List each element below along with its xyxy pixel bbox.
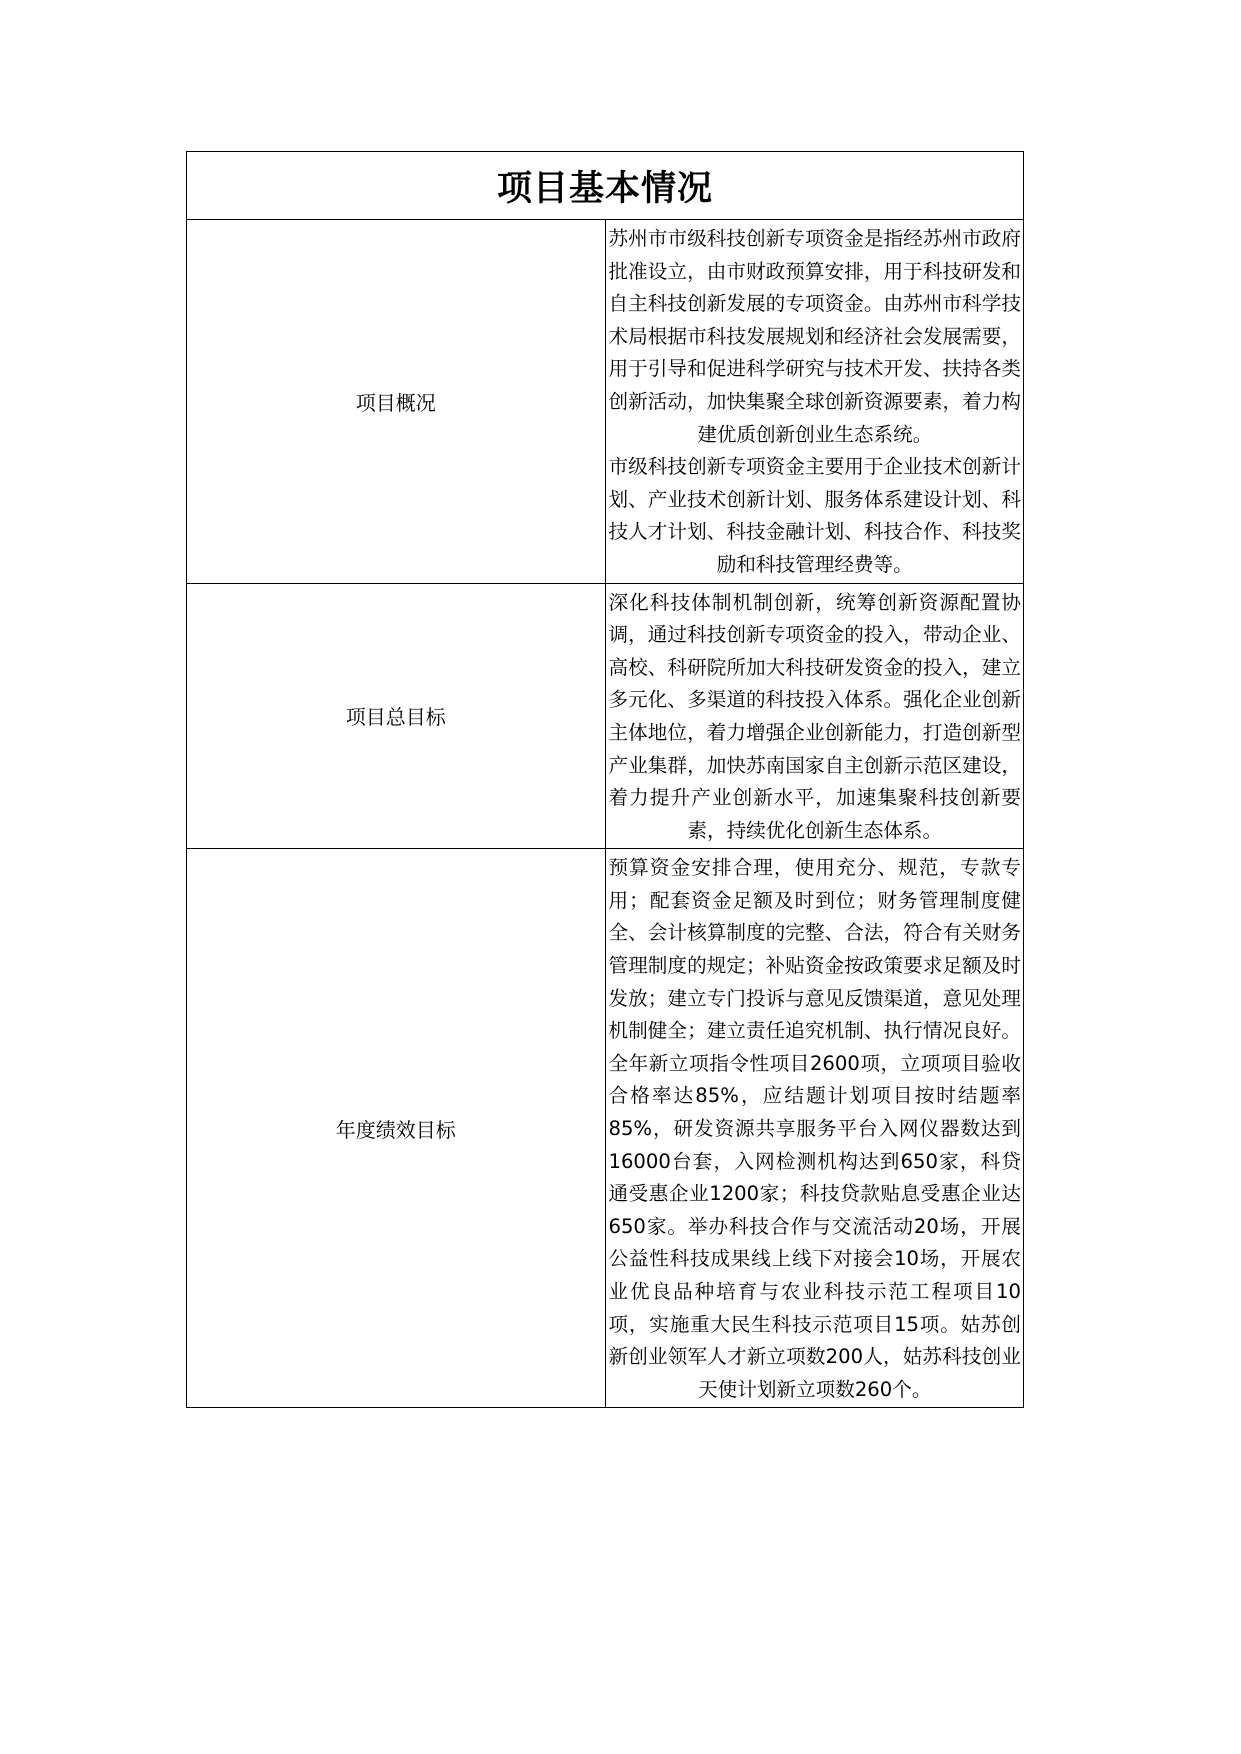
overview-paragraph-1: 苏州市市级科技创新专项资金是指经苏州市政府批准设立，由市财政预算安排，用于科技研发和自主科技创新发展的专项资金。由苏州市科学技术局根据市科技发展规划和经济社会发展需要，用于引导和促进科学研究与技术开发、扶持各类创新活动，加快集聚全球创新资源要素，着力构建优质创新创业生态系统。	[608, 227, 1021, 446]
table-row-overview	[187, 220, 1024, 584]
row-label-annual-goal: 年度绩效目标	[187, 849, 606, 1408]
table-title: 项目基本情况	[187, 152, 1024, 220]
table-row-annual-goal	[187, 849, 1024, 1408]
row-label-goal: 项目总目标	[187, 583, 606, 849]
row-content-goal	[605, 583, 1024, 849]
overview-paragraph-2: 市级科技创新专项资金主要用于企业技术创新计划、产业技术创新计划、服务体系建设计划、科技人才计划、科技金融计划、科技合作、科技奖励和科技管理经费等。	[608, 455, 1021, 576]
row-label-overview: 项目概况	[187, 220, 606, 584]
row-content-annual-goal	[605, 849, 1024, 1408]
table-row-goal	[187, 583, 1024, 849]
row-content-overview	[605, 220, 1024, 584]
project-info-table	[186, 151, 1024, 1408]
annual-goal-paragraph: 预算资金安排合理，使用充分、规范，专款专用；配套资金足额及时到位；财务管理制度健全、会计核算制度的完整、合法，符合有关财务管理制度的规定；补贴资金按政策要求足额及时发放；建立专门投诉与意见反馈渠道，意见处理机制健全；建立责任追究机制、执行情况良好。全年新立项指令性项目2600项，立项项目验收合格率达85%，应结题计划项目按时结题率85%，研发资源共享服务平台入网仪器数达到16000台套，入网检测机构达到650家，科贷通受惠企业1200家；科技贷款贴息受惠企业达650家。举办科技合作与交流活动20场，开展公益性科技成果线上线下对接会10场，开展农业优良品种培育与农业科技示范工程项目10项，实施重大民生科技示范项目15项。姑苏创新创业领军人才新立项数200人，姑苏科技创业天使计划新立项数260个。	[608, 856, 1021, 1401]
goal-paragraph: 深化科技体制机制创新，统筹创新资源配置协调，通过科技创新专项资金的投入，带动企业、高校、科研院所加大科技研发资金的投入，建立多元化、多渠道的科技投入体系。强化企业创新主体地位，着力增强企业创新能力，打造创新型产业集群，加快苏南国家自主创新示范区建设，着力提升产业创新水平，加速集聚科技创新要素，持续优化创新生态体系。	[608, 590, 1021, 842]
